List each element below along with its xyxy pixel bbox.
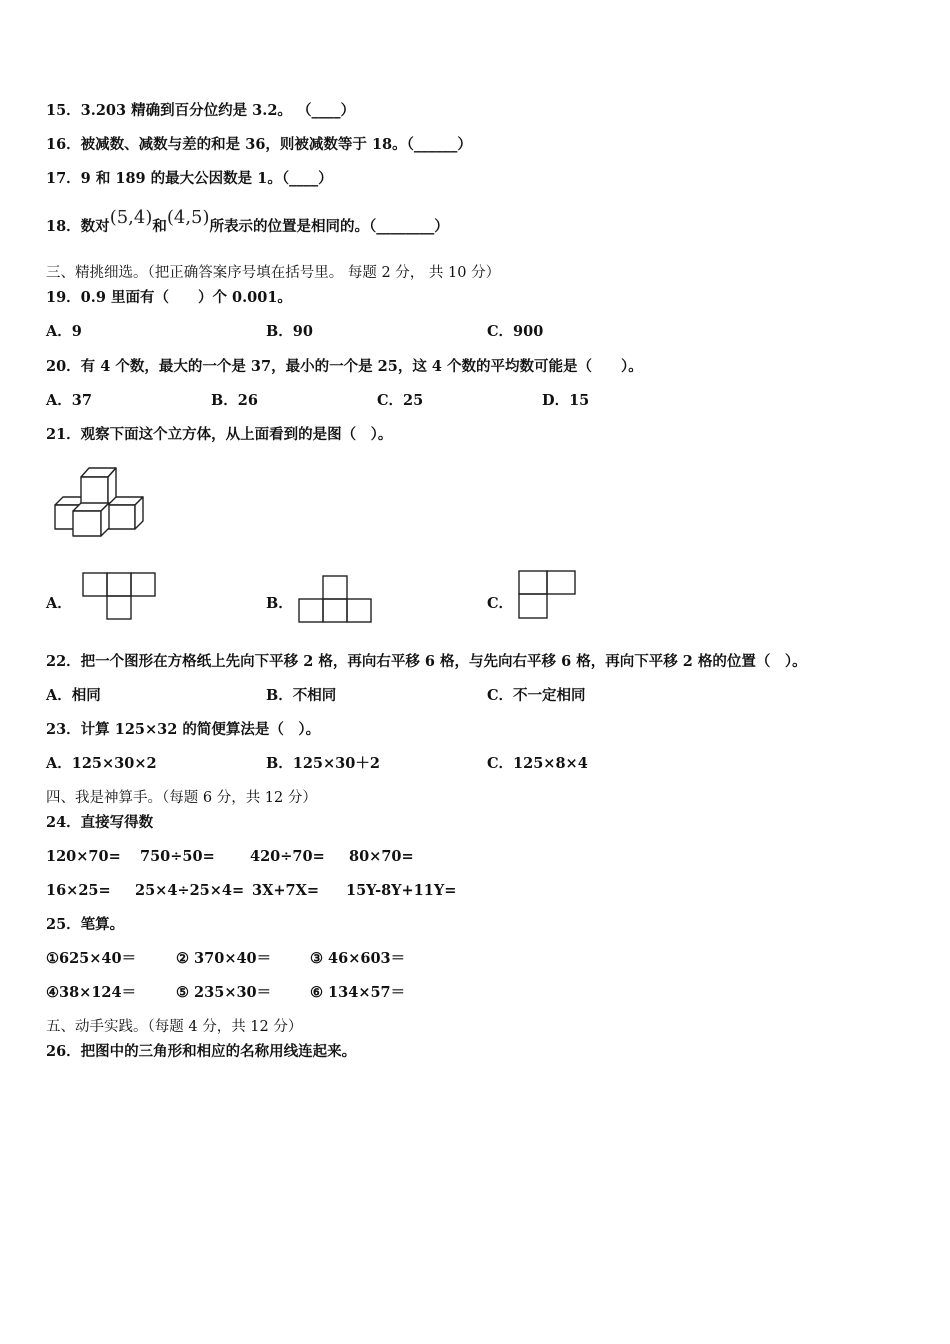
q25-item: ⑤ 235×30＝ (176, 984, 272, 1001)
section-3-heading: 三、精挑细选。（把正确答案序号填在括号里。 每题 2 分， 共 10 分） (46, 265, 501, 281)
q20-option-c: C．25 (377, 392, 424, 409)
q21-option-c: C． (487, 595, 514, 612)
q20-option-a: A．37 (46, 392, 92, 409)
q24-item: 120×70= (46, 848, 121, 865)
q18-mid: 和 (152, 218, 167, 235)
question-17: 17．9 和 189 的最大公因数是 1。（____） (46, 170, 333, 187)
q24-item: 15Y-8Y+11Y= (346, 882, 457, 899)
q24-item: 80×70= (349, 848, 414, 865)
q21-option-a-figure (80, 570, 158, 622)
q22-option-c: C．不一定相同 (487, 687, 586, 704)
q23-option-b: B．125×30＋2 (266, 755, 380, 772)
q21-option-a: A． (46, 595, 72, 612)
question-23: 23．计算 125×32 的简便算法是（ ）。 (46, 721, 321, 738)
question-21: 21．观察下面这个立方体，从上面看到的是图（ ）。 (46, 426, 393, 443)
question-25: 25．笔算。 (46, 916, 125, 933)
section-5-heading: 五、动手实践。（每题 4 分，共 12 分） (46, 1019, 303, 1035)
coordinate-pair-2: (4,5) (166, 207, 210, 228)
q24-item: 420÷70= (250, 848, 325, 865)
q23-option-a: A．125×30×2 (46, 755, 157, 772)
question-24: 24．直接写得数 (46, 814, 154, 831)
q18-prefix: 18．数对 (46, 218, 110, 235)
question-15: 15．3.203 精确到百分位约是 3.2。 （____） (46, 102, 355, 119)
q24-item: 3X+7X= (252, 882, 319, 899)
q22-option-a: A．相同 (46, 687, 101, 704)
cube-stack-figure (48, 463, 148, 539)
question-26: 26．把图中的三角形和相应的名称用线连起来。 (46, 1043, 357, 1060)
q24-item: 25×4÷25×4= (135, 882, 245, 899)
q25-item: ⑥ 134×57＝ (310, 984, 406, 1001)
q21-option-c-figure (516, 568, 578, 622)
q20-option-d: D．15 (542, 392, 590, 409)
q20-option-b: B．26 (211, 392, 258, 409)
question-22: 22．把一个图形在方格纸上先向下平移 2 格，再向右平移 6 格，与先向右平移 6 格，再向下平移 2 格的位置（ ）。 (46, 653, 807, 670)
question-16: 16．被减数、减数与差的和是 36，则被减数等于 18。（______） (46, 136, 472, 153)
q25-item: ③ 46×603＝ (310, 950, 406, 967)
q24-item: 750÷50= (140, 848, 215, 865)
q22-option-b: B．不相同 (266, 687, 337, 704)
q25-item: ② 370×40＝ (176, 950, 272, 967)
q19-option-a: A．9 (46, 323, 82, 340)
q24-item: 16×25= (46, 882, 111, 899)
question-19: 19．0.9 里面有（ ）个 0.001。 (46, 289, 292, 306)
q19-option-c: C．900 (487, 323, 544, 340)
q25-item: ④38×124＝ (46, 984, 137, 1001)
q21-option-b: B． (266, 595, 293, 612)
q21-option-b-figure (296, 574, 374, 626)
q18-suffix: 所表示的位置是相同的。（________） (209, 218, 449, 235)
question-18 (46, 207, 449, 236)
q23-option-c: C．125×8×4 (487, 755, 588, 772)
q25-item: ①625×40＝ (46, 950, 137, 967)
question-20: 20．有 4 个数，最大的一个是 37，最小的一个是 25，这 4 个数的平均数可能是（ ）。 (46, 358, 643, 375)
q19-option-b: B．90 (266, 323, 313, 340)
section-4-heading: 四、我是神算手。（每题 6 分，共 12 分） (46, 790, 317, 806)
coordinate-pair-1: (5,4) (109, 207, 153, 228)
